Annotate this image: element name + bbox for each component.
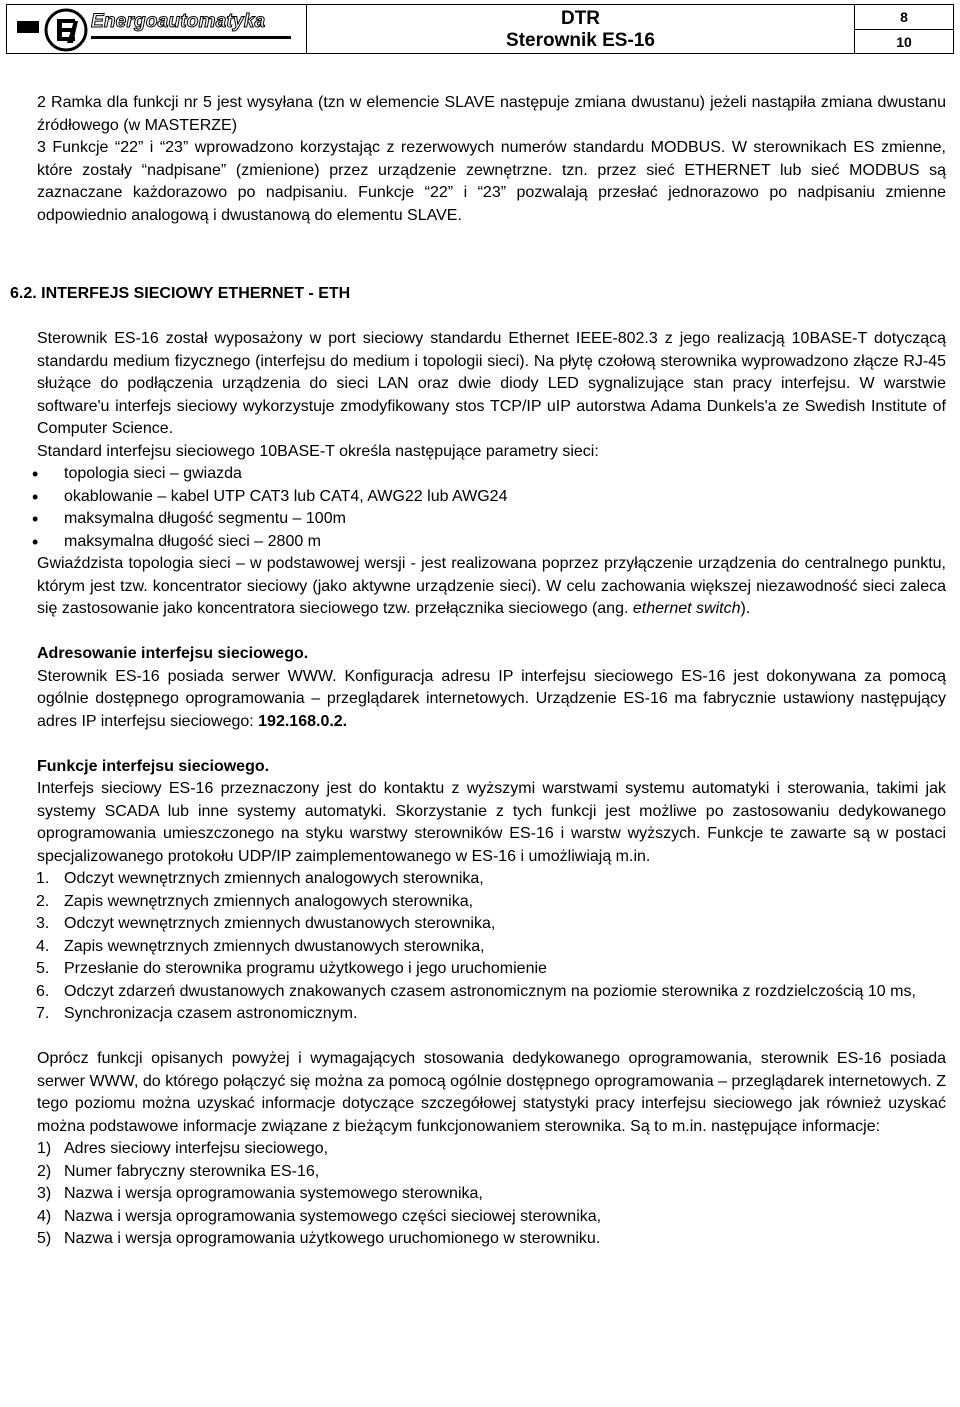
list-item: 7. Synchronizacja czasem astronomicznym. [36,1005,358,1022]
doc-type: DTR [560,8,601,29]
section-paragraph: Sterownik ES-16 został wyposażony w port sieciowy standardu Ethernet IEEE-802.3 z jego realizacją 10BASE-T dotyczącą standardu medium fizycznego (interfejsu do medium i topologii sieci). Na płytę czołową sterownika wyprowadzono złącze RJ-45 służące do podłączenia urządzenia do sieci LAN oraz dwie diody LED sygnalizujące stan pracy interfejsu. W warstwie software'u interfejs sieciowy wykorzystuje zmodyfikowany stos TCP/IP uIP autorstwa Adama Dunkels'a ze Swedish Institute of Computer Science. [37,330,946,437]
intro-item-3: 3 Funkcje “22” i “23” wprowadzono korzystając z rezerwowych numerów standardu MODBUS. W sterownikach ES zmienne, które zostały “nadpisane” (zmienione) przez urządzenie zewnętrzne. tzn. przez sieć ETHERNET lub sieć MODBUS są zaznaczane każdorazowo po nadpisaniu. Funkcje “22” i “23” pozwalają przesłać jednorazowo po nadpisaniu zmienne odpowiednio analogową i dwustanową do elementu SLAVE. [37,139,946,224]
list-item: 1) Adres sieciowy interfejsu sieciowego, [37,1140,329,1157]
list-item: 5) Nazwa i wersja oprogramowania użytkowego uruchomionego w sterowniku. [37,1230,601,1247]
info-list [10,1138,946,1251]
company-logo-block [7,5,307,53]
list-item: 3. Odczyt wewnętrznych zmiennych dwustanowych sterownika, [36,915,496,932]
list-item: • maksymalna długość sieci – 2800 m [10,531,946,554]
page-numbering [855,5,953,53]
list-item: 2. Zapis wewnętrznych zmiennych analogowych sterownika, [36,892,474,910]
document-body [10,92,946,1251]
company-logo-icon [43,7,89,53]
section-paragraph: Gwiaździsta topologia sieci – w podstawowej wersji - jest realizowana poprzez przyłączenie urządzenia do centralnego punktu, którym jest tzw. koncentrator sieciowy (jako aktywne urządzenie sieci). W celu zachowania większej niezawodność sieci zaleca się zastosowanie jako koncentratora sieciowego tzw. przełącznika sieciowego (ang. ethernet switch). [37,555,946,617]
intro-item-2: 2 Ramka dla funkcji nr 5 jest wysyłana (tzn w elemencie SLAVE następuje zmiana dwustanu) jeżeli nastąpiła zmiana dwustanu źródłowego (w MASTERZE) [37,94,946,134]
addressing-heading: Adresowanie interfejsu sieciowego. [37,645,309,662]
list-item: 6. Odczyt zdarzeń dwustanowych znakowanych czasem astronomicznym na poziomie sterownika z rozdzielczością 10 ms, [36,982,916,1000]
list-item: • topologia sieci – gwiazda [10,463,946,486]
addressing-text: Sterownik ES-16 posiada serwer WWW. Konfiguracja adresu IP interfejsu sieciowego ES-16 jest dokonywana za pomocą ogólnie dostępnego oprogramowania – przeglądarek internetowych. Urządzenie ES-16 ma fabrycznie ustawiony następujący adres IP interfejsu sieciowego: 192.168.0.2. [37,667,946,730]
functions-text: Interfejs sieciowy ES-16 przeznaczony jest do kontaktu z wyższymi warstwami systemu automatyki i sterowania, takimi jak systemy SCADA lub inne systemy automatyki. Skorzystanie z tych funkcji jest możliwe po zastosowaniu dedykowanego oprogramowania umieszczonego na styku warstwy sterowników ES-16 i warstw wyższych. Funkcje te zawarte są w postaci specjalizowanego protokołu UDP/IP zaimplementowanego w ES-16 i umożliwiają m.in. [37,780,946,865]
list-item: 2) Numer fabryczny sterownika ES-16, [37,1162,320,1180]
section-paragraph: Standard interfejsu sieciowego 10BASE-T określa następujące parametry sieci: [37,442,599,460]
list-item: 3) Nazwa i wersja oprogramowania systemowego sterownika, [37,1185,483,1202]
page-total: 10 [896,34,912,50]
functions-list [10,868,946,1026]
list-item: 1. Odczyt wewnętrznych zmiennych analogowych sterownika, [36,870,484,887]
doc-subject: Sterownik ES-16 [506,30,655,51]
company-name: Energoautomatyka [91,11,266,32]
list-item: 4. Zapis wewnętrznych zmiennych dwustanowych sterownika, [36,937,485,955]
list-item: 5. Przesłanie do sterownika programu użytkowego i jego uruchomienie [36,960,547,977]
list-item: • okablowanie – kabel UTP CAT3 lub CAT4, AWG22 lub AWG24 [10,486,946,509]
list-item: 4) Nazwa i wersja oprogramowania systemowego części sieciowej sterownika, [37,1207,602,1225]
page-header [6,4,954,54]
closing-text: Oprócz funkcji opisanych powyżej i wymagających stosowania dedykowanego oprogramowania, sterownik ES-16 posiada serwer WWW, do którego połączyć się można za pomocą ogólnie dostępnego oprogramowania – przeglądarek internetowych. Z tego poziomu można uzyskać informacje dotyczące szczegółowej statystyki pracy interfejsu sieciowego jak również uzyskać można podstawowe informacje związane z bieżącym funkcjonowaniem sterownika. Są to m.in. następujące informacje: [37,1050,946,1135]
list-item: • maksymalna długość segmentu – 100m [10,508,946,531]
page-current: 8 [855,5,953,30]
parameter-list [10,463,946,553]
logo-bar [17,21,39,33]
logo-underline [91,36,291,39]
section-heading: 6.2. INTERFEJS SIECIOWY ETHERNET - ETH [10,285,351,302]
functions-heading: Funkcje interfejsu sieciowego. [37,757,270,775]
document-title-block [307,5,855,53]
